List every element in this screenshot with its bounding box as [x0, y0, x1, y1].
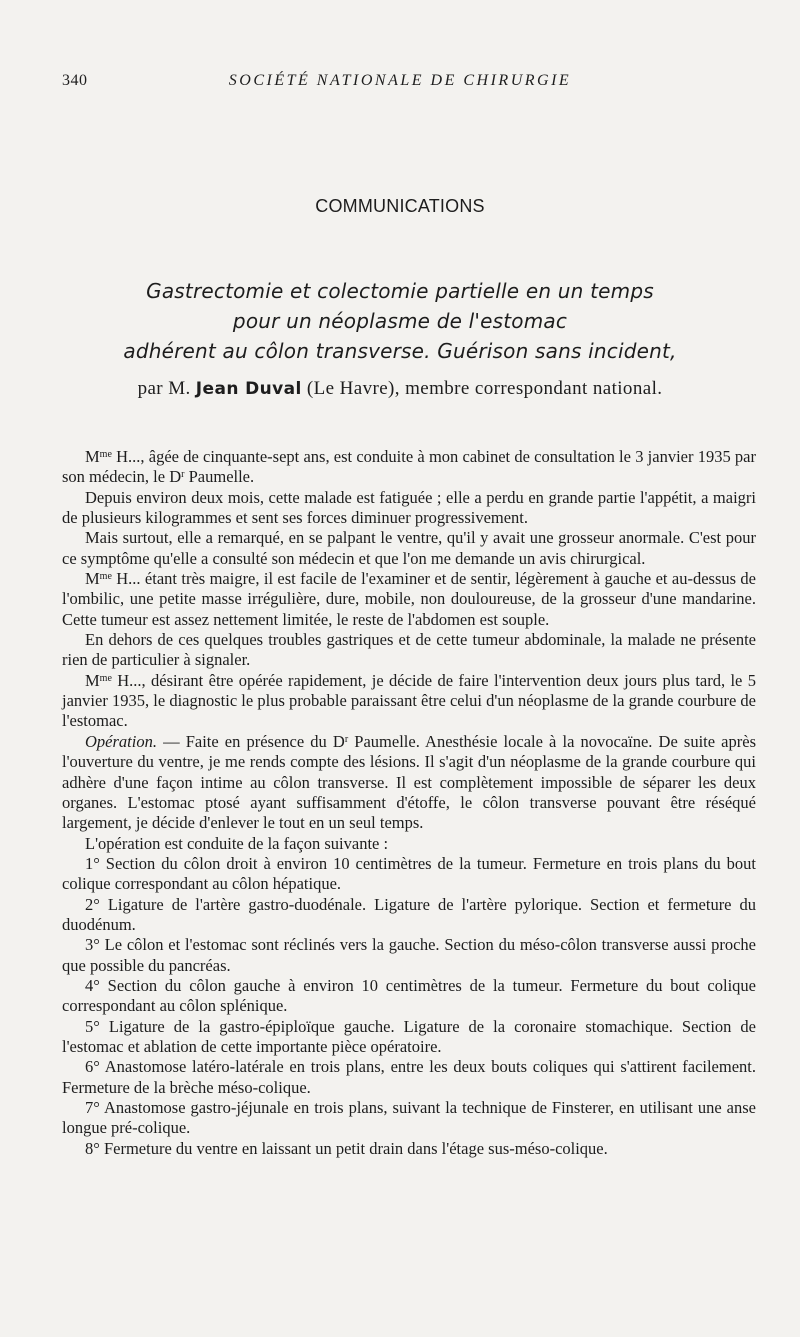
operation-label: Opération.: [85, 731, 157, 751]
honorific: M: [85, 670, 100, 690]
article-title: [40, 276, 760, 366]
paragraph-text: — Faite en présence du D: [156, 731, 345, 751]
paragraph: En dehors de ces quelques troubles gastriques et de cette tumeur abdominale, la malade ne présente rien de particulier à signaler.: [62, 630, 756, 670]
byline: [40, 378, 760, 400]
paragraph-text: Paumelle. Anesthésie locale à la novocaïne. De suite après l'ouverture du ventre, je me rends compte des lésions. Il s'agit d'un néoplasme de la grande courbure qui adhère d'une façon intime au côlon transverse. Il est complètement impossible de séparer les deux organes. L'estomac ptosé ayant suffisamment d'étoffe, le côlon transverse pouvant être réséqué largement, je décide d'enlever le tout en un seul temps.: [62, 731, 756, 833]
superscript: me: [99, 571, 112, 583]
page-number: 340: [62, 72, 88, 89]
step-item: 2° Ligature de l'artère gastro-duodénale. Ligature de l'artère pylorique. Section et fermeture du duodénum.: [62, 894, 756, 934]
step-item: 7° Anastomose gastro-jéjunale en trois plans, suivant la technique de Finsterer, en utilisant une anse longue pré-colique.: [62, 1098, 756, 1138]
honorific: M: [85, 569, 100, 589]
title-line: Gastrectomie et colectomie partielle en un temps: [146, 279, 654, 303]
running-head: [62, 72, 738, 94]
honorific: M: [85, 447, 100, 466]
article-body: [62, 447, 756, 1159]
superscript: r: [344, 733, 349, 745]
superscript: me: [99, 672, 112, 684]
paragraph-text: H... étant très maigre, il est facile de l'examiner et de sentir, légèrement à gauche et au-dessus de l'ombilic, une petite masse irrégulière, dure, mobile, non douloureuse, de la grosseur d'une mandarine. Cette tumeur est assez nettement limitée, le reste de l'abdomen est souple.: [62, 569, 756, 629]
paragraph-text: H..., désirant être opérée rapidement, je décide de faire l'intervention deux jours plus tard, le 5 janvier 1935, le diagnostic le plus probable paraissant être celui d'un néoplasme de la grande courbure de l'estomac.: [62, 670, 756, 731]
paragraph: Mais surtout, elle a remarqué, en se palpant le ventre, qu'il y avait une grosseur anormale. C'est pour ce symptôme qu'elle a consulté son médecin et que l'on me demande un avis chirurgical.: [62, 528, 756, 568]
paragraph: L'opération est conduite de la façon suivante :: [85, 833, 389, 853]
paragraph: Depuis environ deux mois, cette malade est fatiguée ; elle a perdu en grande partie l'appétit, a maigri de plusieurs kilogrammes et sent ses forces diminuer progressivement.: [62, 487, 756, 528]
title-line: adhérent au côlon transverse. Guérison sans incident,: [123, 339, 677, 363]
step-item: 1° Section du côlon droit à environ 10 centimètres de la tumeur. Fermeture en trois plans du bout colique correspondant au côlon hépatique.: [62, 853, 756, 894]
step-item: 8° Fermeture du ventre en laissant un petit drain dans l'étage sus-méso-colique.: [85, 1138, 608, 1158]
paragraph: [62, 671, 756, 732]
byline-suffix: (Le Havre), membre correspondant national.: [306, 378, 663, 399]
step-item: 5° Ligature de la gastro-épiploïque gauche. Ligature de la coronaire stomachique. Section de l'estomac et ablation de cette importante pièce opératoire.: [62, 1016, 756, 1056]
author-name: Jean Duval: [195, 379, 302, 399]
paragraph-text: Paumelle.: [184, 467, 255, 487]
title-line: pour un néoplasme de l'estomac: [232, 309, 568, 333]
section-heading: COMMUNICATIONS: [315, 196, 485, 216]
paragraph: [62, 732, 756, 834]
byline-prefix: par M.: [137, 378, 191, 399]
paragraph-text: H..., âgée de cinquante-sept ans, est conduite à mon cabinet de consultation le 3 janvier 1935 par son médecin, le D: [62, 447, 756, 487]
superscript: r: [181, 469, 185, 481]
paragraph: [62, 569, 756, 630]
paragraph: [62, 447, 756, 488]
step-item: 6° Anastomose latéro-latérale en trois plans, entre les deux bouts coliques qui s'attirent facilement. Fermeture de la brèche méso-colique.: [62, 1057, 756, 1097]
step-item: 4° Section du côlon gauche à environ 10 centimètres de la tumeur. Fermeture du bout colique correspondant au côlon splénique.: [62, 975, 756, 1016]
step-item: 3° Le côlon et l'estomac sont réclinés vers la gauche. Section du méso-côlon transverse aussi proche que possible du pancréas.: [62, 935, 756, 975]
journal-title: SOCIÉTÉ NATIONALE DE CHIRURGIE: [228, 72, 572, 89]
superscript: me: [99, 449, 112, 460]
